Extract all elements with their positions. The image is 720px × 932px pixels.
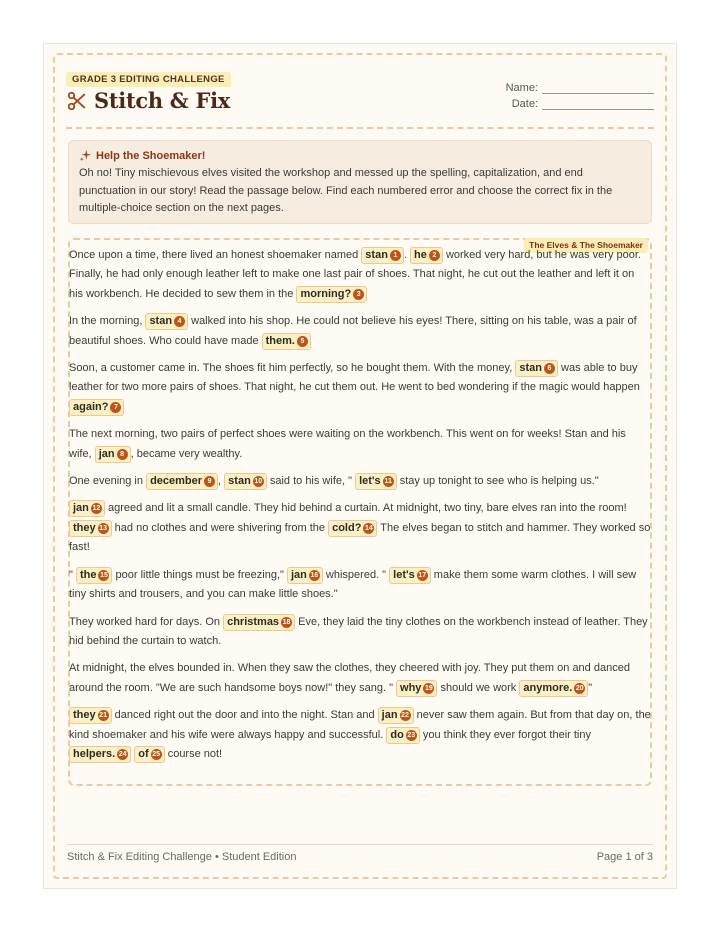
instructions-box — [68, 140, 652, 224]
error-number-badge: 5 — [297, 336, 308, 347]
error-word[interactable] — [328, 520, 377, 537]
story-text-segment: At midnight, the elves bounded in. When they saw the clothes, they cheered with joy. They put them on and danced around the room. "We are such handsome boys now!" they sang. " — [69, 662, 630, 694]
error-word[interactable] — [145, 313, 188, 330]
error-number-badge: 19 — [425, 684, 433, 692]
error-word[interactable] — [361, 247, 404, 264]
error-number-badge: 16 — [310, 571, 319, 579]
story-title: The Elves & The Shoemaker — [524, 238, 648, 253]
error-word[interactable] — [224, 473, 267, 490]
story-paragraph — [69, 425, 651, 464]
story-text-segment: . — [403, 249, 411, 261]
story-paragraph — [69, 499, 651, 557]
scissors-icon — [66, 90, 88, 112]
error-number-badge: 4 — [174, 316, 185, 327]
error-word-text: let's — [393, 568, 415, 581]
story-text — [69, 246, 651, 772]
error-word[interactable] — [95, 446, 131, 463]
name-label: Name: — [505, 82, 538, 94]
error-word[interactable] — [378, 707, 414, 724]
error-word-text: jan — [290, 568, 307, 581]
error-number-badge: 12 — [92, 505, 101, 513]
error-number-badge: 14 — [365, 524, 373, 532]
error-word-text: christmas — [227, 615, 280, 628]
story-text-segment: you think they ever forgot their tiny — [419, 728, 591, 741]
story-text-segment: The elves began to stitch and hammer. They worked so fast! — [69, 521, 651, 554]
story-text-segment: poor little things must be freezing," — [112, 568, 287, 581]
date-field[interactable] — [542, 99, 654, 110]
error-number-badge: 11 — [384, 478, 392, 486]
error-word[interactable] — [262, 333, 311, 350]
error-word[interactable] — [223, 614, 295, 631]
story-text-segment: danced right out the door and into the night. Stan and — [111, 709, 378, 722]
error-number-badge: 8 — [117, 449, 128, 460]
story-text-segment: was able to buy leather for two more pairs of shoes. That night, he cut them out. He went to bed wondering if the magic would happen — [69, 362, 640, 394]
error-word[interactable] — [69, 746, 131, 763]
error-number-badge: 18 — [282, 618, 291, 626]
error-word-text: they — [73, 709, 96, 722]
error-word[interactable] — [355, 473, 397, 490]
error-number-badge: 13 — [99, 524, 108, 532]
error-number-badge: 24 — [118, 750, 127, 758]
story-paragraph — [69, 659, 651, 698]
story-text-segment: should we work — [437, 681, 520, 694]
error-number-badge: 25 — [152, 750, 161, 758]
story-text-segment: In the morning, — [69, 315, 146, 328]
story-text-segment: They worked hard for days. On — [69, 615, 224, 628]
instructions-heading: Help the Shoemaker! — [96, 149, 206, 162]
error-word-text: helpers. — [73, 747, 116, 760]
story-paragraph — [69, 613, 651, 652]
error-word-text: stan — [365, 249, 388, 261]
error-number-badge: 23 — [407, 731, 416, 739]
story-text-segment: whispered. " — [322, 568, 390, 581]
error-word[interactable] — [519, 680, 588, 697]
name-date-block — [506, 78, 654, 110]
story-text-segment: One evening in — [69, 475, 147, 488]
story-text-segment: walked into his shop. He could not believe his eyes! There, sitting on his table, was a pair of beautiful shoes. Who could have made — [69, 315, 637, 347]
error-word-text: the — [79, 568, 97, 581]
error-word[interactable] — [146, 473, 218, 490]
page-title: Stitch & Fix — [94, 88, 230, 113]
name-field[interactable] — [542, 83, 654, 94]
story-paragraph — [69, 246, 651, 304]
error-word[interactable] — [76, 567, 113, 584]
worksheet-page — [43, 43, 677, 889]
story-text-segment: never saw them again. But from that day on, the kind shoemaker and his wife were always happy and successful. — [69, 709, 651, 741]
error-number-badge: 6 — [544, 363, 555, 374]
error-word[interactable] — [287, 567, 323, 584]
page-number: Page 1 of 3 — [596, 851, 653, 863]
error-word[interactable] — [69, 500, 105, 517]
error-word[interactable] — [69, 520, 112, 537]
error-word-text: stan — [228, 475, 251, 488]
error-number-badge: 17 — [418, 571, 427, 579]
story-text-segment: " — [588, 681, 593, 694]
error-word-text: jan — [73, 502, 89, 515]
error-number-badge: 20 — [575, 684, 584, 692]
story-text-segment: make them some warm clothes. I will sew tiny shirts and trousers, and you can make little shoes." — [69, 568, 637, 601]
story-paragraph — [69, 472, 651, 491]
error-number-badge: 7 — [110, 402, 121, 413]
error-word-text: jan — [381, 709, 398, 722]
story-paragraph — [69, 566, 651, 605]
footer-divider — [66, 844, 654, 845]
error-word-text: morning? — [300, 287, 352, 300]
error-word-text: stan — [519, 362, 542, 375]
date-label: Date: — [511, 98, 538, 110]
error-word[interactable] — [410, 247, 443, 264]
error-word-text: he — [414, 249, 427, 261]
error-word-text: they — [73, 521, 96, 534]
grade-badge: GRADE 3 EDITING CHALLENGE — [66, 72, 231, 87]
error-word-text: december — [150, 475, 203, 488]
story-text-segment: " — [69, 568, 76, 581]
error-word[interactable] — [386, 727, 419, 744]
story-text-segment: said to his wife, " — [266, 475, 356, 488]
story-text-segment: had no clothes and were shivering from the — [111, 521, 329, 534]
error-number-badge: 3 — [353, 289, 364, 300]
error-number-badge: 22 — [401, 712, 409, 720]
error-word[interactable] — [515, 360, 558, 377]
story-text-segment: agreed and lit a small candle. They hid behind a curtain. At midnight, two tiny, bare elves ran into the room! — [104, 502, 627, 515]
error-word[interactable] — [69, 399, 124, 416]
error-word[interactable] — [396, 680, 437, 697]
error-word-text: let's — [359, 475, 381, 488]
story-paragraph — [69, 359, 651, 417]
story-paragraph — [69, 312, 651, 351]
error-word[interactable] — [296, 286, 367, 303]
error-word-text: them. — [265, 334, 295, 347]
story-text-segment: Soon, a customer came in. The shoes fit him perfectly, so he bought them. With the money, — [69, 362, 516, 375]
error-number-badge: 9 — [204, 476, 215, 487]
story-text-segment: worked very hard, but he was very poor. Finally, he had only enough leather left to make one last pair of shoes. That night, he cut out the leather and left it on his workbench. He decided to sew them in the — [69, 249, 641, 300]
story-box — [68, 238, 652, 786]
error-word[interactable] — [134, 746, 164, 763]
error-word-text: cold? — [332, 521, 362, 534]
title-block — [66, 88, 230, 113]
story-paragraph — [69, 706, 651, 764]
error-number-badge: 15 — [100, 571, 108, 579]
story-text-segment: stay up tonight to see who is helping us." — [396, 475, 599, 488]
error-word[interactable] — [69, 707, 112, 724]
header-divider — [66, 127, 654, 129]
error-word-text: again? — [73, 400, 109, 413]
story-text-segment: , — [218, 475, 225, 488]
error-word-text: why — [400, 681, 422, 694]
error-word-text: anymore. — [523, 681, 573, 694]
story-text-segment: Once upon a time, there lived an honest shoemaker named — [69, 249, 362, 261]
error-number-badge: 21 — [99, 712, 108, 720]
story-text-segment: course not! — [164, 747, 223, 760]
story-text-segment: , became very wealthy. — [130, 447, 243, 460]
story-text-segment: Eve, they laid the tiny clothes on the workbench instead of leather. They hid behind the curtain to watch. — [69, 615, 648, 647]
story-text-segment: The next morning, two pairs of perfect shoes were waiting on the workbench. This went on for weeks! Stan and his wife, — [69, 428, 626, 460]
instructions-text: Oh no! Tiny mischievous elves visited the workshop and messed up the spelling, capitalization, and end punctuation in our story! Read the passage below. Find each numbered error and choose the correct fix in the multiple-choice section on the next pages. — [79, 167, 613, 214]
error-number-badge: 1 — [390, 250, 401, 261]
error-word-text: of — [138, 747, 149, 760]
error-number-badge: 2 — [429, 250, 440, 261]
error-word-text: jan — [98, 447, 115, 460]
sparkle-icon — [79, 149, 92, 162]
error-word[interactable] — [389, 567, 431, 584]
error-word-text: do — [390, 728, 404, 741]
error-word-text: stan — [149, 315, 173, 328]
error-number-badge: 10 — [254, 478, 263, 486]
footer-edition: Stitch & Fix Editing Challenge • Student Edition — [67, 851, 297, 863]
